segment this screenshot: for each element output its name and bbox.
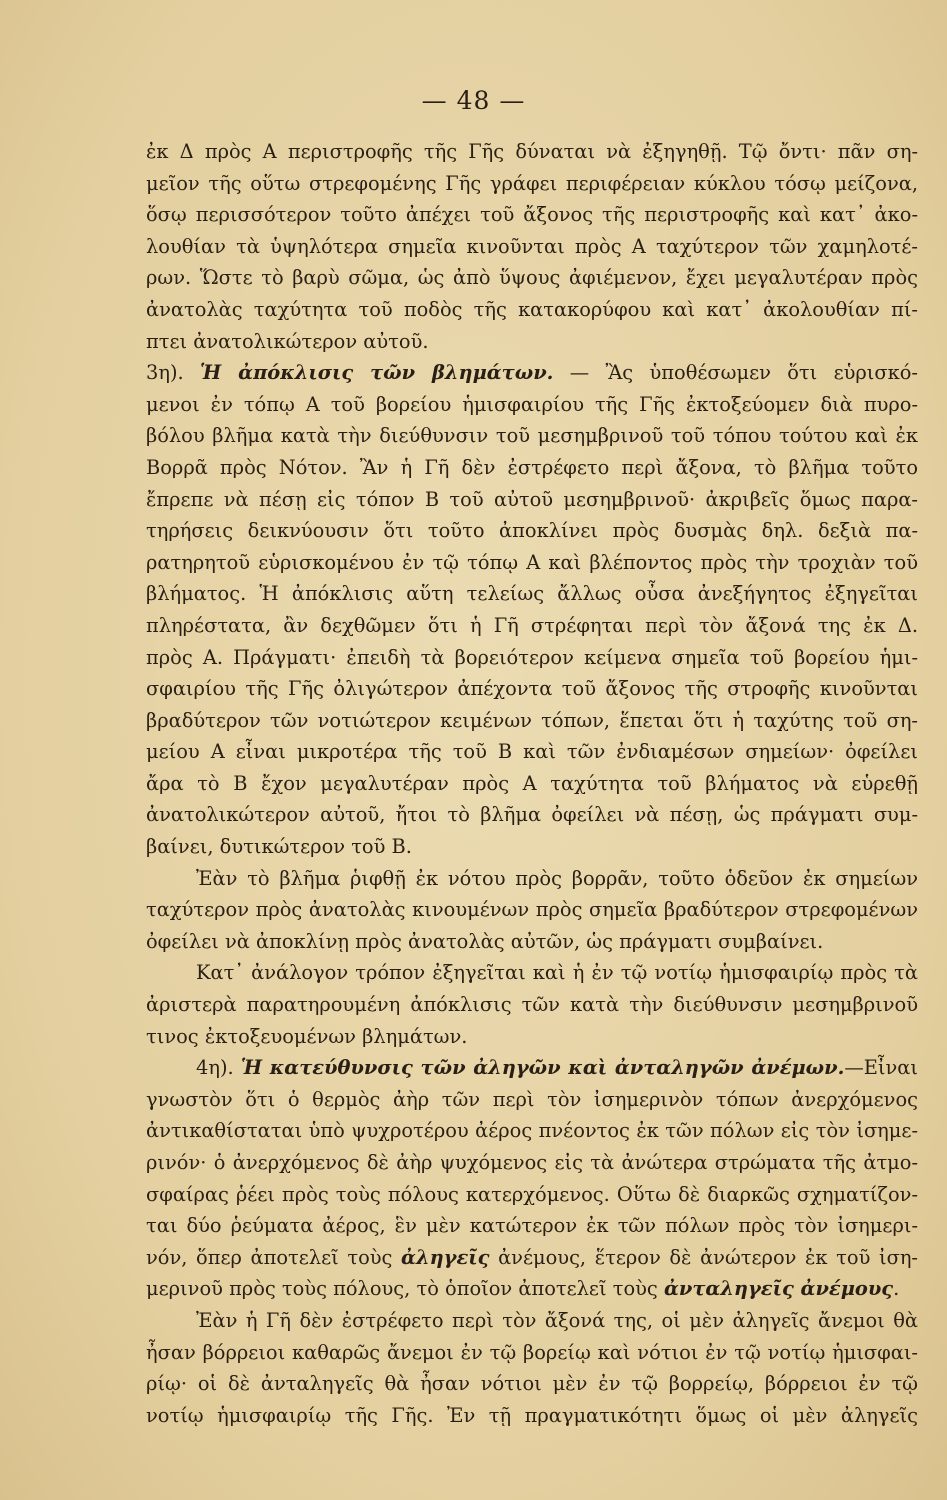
text-line-content: ρινόν· ὁ ἀνερχόμενος δὲ ἀὴρ ψυχόμενος εἰς τὰ ἀνώτερα στρώματα τῆς ἀτμο- — [146, 1151, 918, 1174]
text-line-content: ταχύτερον πρὸς ἀνατολὰς κινουμένων πρὸς σημεῖα βραδύτερον στρεφομένων — [146, 898, 918, 922]
text-line-content: λουθίαν τὰ ὑψηλότερα σημεῖα κινοῦνται πρὸς Α ταχύτερον τῶν χαμηλοτέ- — [146, 234, 918, 258]
text-line — [146, 673, 918, 705]
text-line — [146, 231, 918, 263]
text-line — [146, 389, 918, 421]
text-line-content: Ἐὰν τὸ βλῆμα ῥιφθῇ ἐκ νότου πρὸς βορρᾶν, τοῦτο ὁδεῦον ἐκ σημείων — [196, 866, 918, 890]
text-line-content: βραδύτερον τῶν νοτιώτερον κειμένων τόπων, ἕπεται ὅτι ἡ ταχύτης τοῦ ση- — [146, 708, 918, 732]
text-line-content: μενοι ἐν τόπῳ Α τοῦ βορείου ἡμισφαιρίου τῆς Γῆς ἐκτοξεύομεν διὰ πυρο- — [146, 392, 918, 416]
text-line — [146, 168, 918, 200]
text-line — [146, 1147, 918, 1179]
text-line-content: γνωστὸν ὅτι ὁ θερμὸς ἀὴρ τῶν περὶ τὸν ἰσημερινὸν τόπων ἀνερχόμενος — [146, 1087, 918, 1111]
text-line — [146, 1368, 918, 1400]
emphasized-heading: Ἡ κατεύθυνσις τῶν ἀληγῶν καὶ ἀνταληγῶν ἀνέμων. — [240, 1056, 845, 1080]
text-line — [146, 863, 918, 895]
text-line — [146, 1337, 918, 1369]
text-line-content: ἀνατολὰς ταχύτητα τοῦ ποδὸς τῆς κατακορύφου καὶ κατ᾿ ἀκολουθίαν πί- — [146, 297, 918, 321]
text-line — [146, 1400, 918, 1432]
text-line-content: μεῖον τῆς οὕτω στρεφομένης Γῆς γράφει περιφέρειαν κύκλου τόσῳ μείζονα, — [146, 171, 918, 195]
text-line — [146, 1084, 918, 1116]
text-line — [146, 799, 918, 831]
text-line-content: σφαιρίου τῆς Γῆς ὀλιγώτερον ἀπέχοντα τοῦ ἄξονος τῆς στροφῆς κινοῦνται — [146, 677, 918, 701]
text-line-content: ἀριστερὰ παρατηρουμένη ἀπόκλισις τῶν κατὰ τὴν διεύθυνσιν μεσημβρινοῦ — [146, 993, 918, 1017]
text-line-content: ὀφείλει νὰ ἀποκλίνῃ πρὸς ἀνατολὰς αὐτῶν, ὡς πράγματι συμβαίνει. — [146, 929, 824, 953]
emphasized-heading: ἀνταληγεῖς ἀνέμους — [663, 1277, 894, 1301]
text-line-content: πληρέστατα, ἂν δεχθῶμεν ὅτι ἡ Γῆ στρέφηται περὶ τὸν ἄξονά της ἐκ Δ. — [146, 613, 918, 637]
text-line-content: Ἐὰν ἡ Γῆ δὲν ἐστρέφετο περὶ τὸν ἄξονά της, οἱ μὲν ἀληγεῖς ἄνεμοι θὰ — [196, 1308, 918, 1332]
text-line — [146, 831, 918, 863]
text-line — [146, 1052, 918, 1084]
text-line — [146, 547, 918, 579]
text-line-content: ὅσῳ περισσότερον τοῦτο ἀπέχει τοῦ ἄξονος τῆς περιστροφῆς καὶ κατ᾿ ἀκο- — [146, 203, 918, 227]
text-line-content: ἦσαν βόρρειοι καθαρῶς ἄνεμοι ἐν τῷ βορείῳ καὶ νότιοι ἐν τῷ νοτίῳ ἡμισφαι- — [146, 1340, 918, 1364]
text-line-content: ἀντικαθίσταται ὑπὸ ψυχροτέρου ἀέρος πνέοντος ἐκ τῶν πόλων εἰς τὸν ἰσημε- — [146, 1119, 918, 1143]
text-line-content: ρων. Ὥστε τὸ βαρὺ σῶμα, ὡς ἀπὸ ὕψους ἀφιέμενον, ἔχει μεγαλυτέραν πρὸς — [146, 266, 918, 290]
text-line — [146, 894, 918, 926]
text-line-content: μείου Α εἶναι μικροτέρα τῆς τοῦ Β καὶ τῶν ἐνδιαμέσων σημείων· ὀφείλει — [146, 740, 918, 764]
emphasized-heading: Ἡ ἀπόκλισις τῶν βλημάτων. — [200, 361, 554, 385]
text-line — [146, 420, 918, 452]
text-line — [146, 1273, 918, 1305]
text-line-content: ἄρα τὸ Β ἔχον μεγαλυτέραν πρὸς Α ταχύτητα τοῦ βλήματος νὰ εὑρεθῇ — [146, 771, 918, 795]
text-line-content: ται δύο ῥεύματα ἀέρος, ἓν μὲν κατώτερον ἐκ τῶν πόλων πρὸς τὸν ἰσημερι- — [146, 1214, 918, 1238]
text-line — [146, 1242, 918, 1274]
text-line-content: νοτίῳ ἡμισφαιρίῳ τῆς Γῆς. Ἐν τῇ πραγματικότητι ὅμως οἱ μὲν ἀληγεῖς — [146, 1403, 918, 1427]
text-line — [146, 1305, 918, 1337]
text-line — [146, 926, 918, 958]
text-line-content: ἀνατολικώτερον αὐτοῦ, ἤτοι τὸ βλῆμα ὀφείλει νὰ πέσῃ, ὡς πράγματι συμ- — [146, 803, 918, 827]
text-line-content: ρατηρητοῦ εὑρισκομένου ἐν τῷ τόπῳ Α καὶ βλέποντος πρὸς τὴν τροχιὰν τοῦ — [146, 550, 918, 574]
text-line-prefix: νόν, ὅπερ ἀποτελεῖ τοὺς — [146, 1245, 402, 1269]
text-line — [146, 768, 918, 800]
text-line-content: τινος ἐκτοξευομένων βλημάτων. — [146, 1024, 468, 1048]
text-line — [146, 642, 918, 674]
text-line — [146, 452, 918, 484]
text-line — [146, 1021, 918, 1053]
text-line-content: σφαίρας ῥέει πρὸς τοὺς πόλους κατερχόμενος. Οὕτω δὲ διαρκῶς σχηματίζον- — [146, 1182, 918, 1206]
text-line-prefix: 3η). — [146, 361, 201, 385]
text-line-content: ἀνέμους, ἕτερον δὲ ἀνώτερον ἐκ τοῦ ἰση- — [489, 1245, 918, 1269]
text-line-content: βόλου βλῆμα κατὰ τὴν διεύθυνσιν τοῦ μεσημβρινοῦ τοῦ τόπου τούτου καὶ ἐκ — [146, 424, 918, 448]
text-line-prefix: 4η). — [196, 1056, 241, 1080]
text-line-content: βαίνει, δυτικώτερον τοῦ Β. — [146, 835, 412, 859]
text-line-content: ρίῳ· οἱ δὲ ἀνταληγεῖς θὰ ἦσαν νότιοι μὲν ἐν τῷ βορρείῳ, βόρρειοι ἐν τῷ — [146, 1372, 918, 1396]
text-line — [146, 326, 918, 358]
text-line-prefix: μερινοῦ πρὸς τοὺς πόλους, τὸ ὁποῖον ἀποτελεῖ τοὺς — [146, 1277, 664, 1301]
text-line — [146, 294, 918, 326]
text-line — [146, 989, 918, 1021]
text-line-content: ἐκ Δ πρὸς Α περιστροφῆς τῆς Γῆς δύναται νὰ ἐξηγηθῇ. Τῷ ὄντι· πᾶν ση- — [146, 140, 918, 163]
text-line-content: βλήματος. Ἡ ἀπόκλισις αὕτη τελείως ἄλλως οὖσα ἀνεξήγητος ἐξηγεῖται — [146, 582, 918, 606]
text-line — [146, 578, 918, 610]
text-line — [146, 1115, 918, 1147]
text-line-content: τηρήσεις δεικνύουσιν ὅτι τοῦτο ἀποκλίνει πρὸς δυσμὰς δηλ. δεξιὰ πα- — [146, 519, 918, 543]
text-line-content: . — [893, 1277, 900, 1301]
text-line-content: πτει ἀνατολικώτερον αὐτοῦ. — [146, 329, 429, 353]
text-line-content: ἔπρεπε νὰ πέσῃ εἰς τόπον Β τοῦ αὐτοῦ μεσημβρινοῦ· ἀκριβεῖς ὅμως παρα- — [146, 487, 918, 511]
text-line — [146, 610, 918, 642]
text-line — [146, 357, 918, 389]
text-line — [146, 484, 918, 516]
page-number: — 48 — — [421, 86, 526, 115]
body-text — [146, 136, 918, 1431]
text-line-content: Βορρᾶ πρὸς Νότον. Ἂν ἡ Γῆ δὲν ἐστρέφετο περὶ ἄξονα, τὸ βλῆμα τοῦτο — [146, 455, 918, 479]
text-line — [146, 736, 918, 768]
emphasized-heading: ἀληγεῖς — [401, 1245, 490, 1269]
text-line-content: Κατ᾿ ἀνάλογον τρόπον ἐξηγεῖται καὶ ἡ ἐν τῷ νοτίῳ ἡμισφαιρίῳ πρὸς τὰ — [196, 961, 918, 985]
text-line-content: —Εἶναι — [844, 1056, 918, 1080]
text-line — [146, 515, 918, 547]
text-line — [146, 705, 918, 737]
text-line — [146, 199, 918, 231]
text-line — [146, 957, 918, 989]
text-line-content: πρὸς Α. Πράγματι· ἐπειδὴ τὰ βορειότερον κείμενα σημεῖα τοῦ βορείου ἡμι- — [146, 645, 918, 669]
text-line — [146, 136, 918, 168]
text-line-content: — Ἂς ὑποθέσωμεν ὅτι εὑρισκό- — [553, 361, 918, 385]
text-line — [146, 262, 918, 294]
text-line — [146, 1210, 918, 1242]
text-line — [146, 1179, 918, 1211]
